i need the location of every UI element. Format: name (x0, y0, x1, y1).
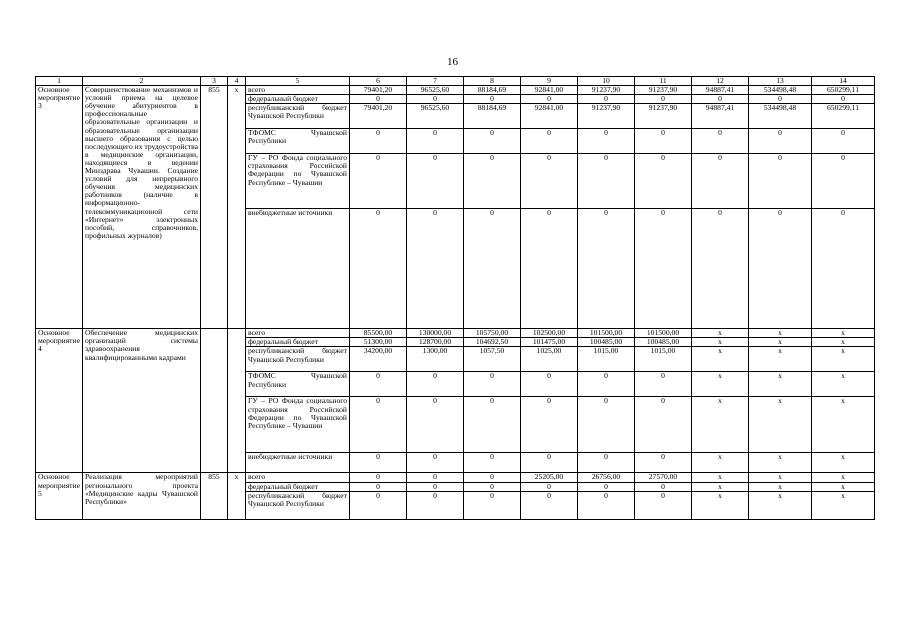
amount-cell: x (749, 473, 812, 482)
amount-cell: 0 (350, 453, 407, 473)
column-number: 7 (407, 77, 464, 86)
column-number: 13 (749, 77, 812, 86)
amount-cell: 79401,20 (350, 104, 407, 129)
amount-cell: 94887,41 (692, 86, 749, 95)
amount-cell: 0 (749, 154, 812, 209)
amount-cell: 105750,00 (464, 329, 521, 338)
amount-cell: 0 (812, 95, 875, 104)
amount-cell: 650299,11 (812, 104, 875, 129)
amount-cell: 0 (578, 129, 635, 154)
column-number: 1 (36, 77, 83, 86)
funding-source: всего (246, 473, 350, 482)
amount-cell: 1015,00 (578, 347, 635, 372)
funding-source: всего (246, 329, 350, 338)
amount-cell: 534498,48 (749, 86, 812, 95)
amount-cell: 101475,00 (521, 338, 578, 347)
funding-source: федеральный бюджет (246, 95, 350, 104)
amount-cell: 25205,00 (521, 473, 578, 482)
amount-cell: 0 (578, 491, 635, 519)
funding-source: республиканский бюджет Чувашской Республики (246, 491, 350, 519)
column-number: 14 (812, 77, 875, 86)
amount-cell: 0 (350, 129, 407, 154)
amount-cell: 34200,00 (350, 347, 407, 372)
amount-cell: 0 (635, 453, 692, 473)
funding-source: федеральный бюджет (246, 482, 350, 491)
grbs-code: 855 (201, 473, 228, 519)
amount-cell: 1300,00 (407, 347, 464, 372)
amount-cell: 51300,00 (350, 338, 407, 347)
amount-cell: 0 (464, 397, 521, 453)
amount-cell: x (749, 491, 812, 519)
measure-name: Реализация мероприятий регионального проекта «Медицинские кадры Чувашской Республики» (83, 473, 201, 519)
amount-cell: 0 (812, 154, 875, 209)
amount-cell: 91237,90 (635, 104, 692, 129)
amount-cell: 1015,00 (635, 347, 692, 372)
measure-label: Основное мероприятие 4 (36, 329, 83, 473)
amount-cell: 0 (521, 209, 578, 329)
amount-cell: 0 (812, 209, 875, 329)
amount-cell: 26756,00 (578, 473, 635, 482)
amount-cell: x (692, 491, 749, 519)
amount-cell: 0 (812, 129, 875, 154)
amount-cell: x (692, 397, 749, 453)
column-number: 9 (521, 77, 578, 86)
amount-cell: 96525,60 (407, 86, 464, 95)
amount-cell: x (812, 329, 875, 338)
funding-source: ГУ – РО Фонда социального страхования Российской Федерации по Чувашской Республике – Чувашии (246, 154, 350, 209)
amount-cell: 0 (749, 209, 812, 329)
amount-cell: 0 (578, 397, 635, 453)
column-number: 12 (692, 77, 749, 86)
amount-cell: 92841,00 (521, 104, 578, 129)
table-row (36, 473, 875, 482)
amount-cell: 534498,48 (749, 104, 812, 129)
column-number: 8 (464, 77, 521, 86)
amount-cell: 0 (635, 129, 692, 154)
amount-cell: x (749, 329, 812, 338)
amount-cell: 0 (521, 491, 578, 519)
amount-cell: 0 (407, 473, 464, 482)
measure-name: Обеспечение медицинских организаций системы здравоохранения квалифицированными кадрами (83, 329, 201, 473)
column-number: 3 (201, 77, 228, 86)
funding-source: внебюджетные источники (246, 453, 350, 473)
amount-cell: 0 (407, 129, 464, 154)
amount-cell: 0 (578, 209, 635, 329)
amount-cell: 0 (464, 491, 521, 519)
amount-cell: 0 (350, 491, 407, 519)
amount-cell: 0 (464, 154, 521, 209)
amount-cell: 128700,00 (407, 338, 464, 347)
column-number: 2 (83, 77, 201, 86)
amount-cell: x (812, 372, 875, 397)
amount-cell: x (812, 338, 875, 347)
column-number: 5 (246, 77, 350, 86)
funding-source: ТФОМС Чувашской Республики (246, 129, 350, 154)
amount-cell: x (692, 473, 749, 482)
amount-cell: x (749, 482, 812, 491)
amount-cell: 1025,00 (521, 347, 578, 372)
amount-cell: 0 (407, 482, 464, 491)
amount-cell: 0 (350, 473, 407, 482)
amount-cell: 88184,69 (464, 104, 521, 129)
amount-cell: 0 (749, 95, 812, 104)
amount-cell: 0 (464, 129, 521, 154)
amount-cell: 0 (464, 209, 521, 329)
amount-cell: 0 (521, 453, 578, 473)
amount-cell: 0 (407, 453, 464, 473)
amount-cell: 0 (521, 482, 578, 491)
amount-cell: 0 (578, 482, 635, 491)
funding-source: ГУ – РО Фонда социального страхования Российской Федерации по Чувашской Республике – Чувашии (246, 397, 350, 453)
amount-cell: 85500,00 (350, 329, 407, 338)
amount-cell: 0 (350, 482, 407, 491)
amount-cell: 650299,11 (812, 86, 875, 95)
amount-cell: 0 (464, 95, 521, 104)
grbs-code: 855 (201, 86, 228, 329)
amount-cell: 101500,00 (578, 329, 635, 338)
funding-table (35, 76, 875, 520)
amount-cell: 0 (692, 95, 749, 104)
amount-cell: 0 (350, 154, 407, 209)
column-number: 6 (350, 77, 407, 86)
rzpr-code: x (228, 473, 246, 519)
amount-cell: x (692, 372, 749, 397)
amount-cell: 0 (521, 154, 578, 209)
amount-cell: 0 (635, 95, 692, 104)
amount-cell: 0 (635, 491, 692, 519)
page-number: 16 (447, 56, 458, 68)
amount-cell: 0 (521, 95, 578, 104)
amount-cell: 0 (407, 372, 464, 397)
column-number: 4 (228, 77, 246, 86)
rzpr-code (228, 329, 246, 473)
amount-cell: 0 (692, 154, 749, 209)
amount-cell: 0 (635, 154, 692, 209)
amount-cell: x (812, 397, 875, 453)
measure-name: Совершенствование механизмов и условий приема на целевое обучение абитуриентов в профессиональные образовательные организации и образовательные организации высшего образования с целью последующего их трудоустройства в медицинские организации, находящиеся в ведении Минздрава Чувашии. Создание условий для непрерывного обучения медицинских работников (наличие в информационно-телекоммуникационной сети «Интернет» электронных пособий, справочников, профильных журналов) (83, 86, 201, 329)
amount-cell: 0 (635, 372, 692, 397)
amount-cell: 0 (578, 154, 635, 209)
amount-cell: 0 (407, 154, 464, 209)
amount-cell: 0 (749, 129, 812, 154)
funding-source: ТФОМС Чувашской Республики (246, 372, 350, 397)
amount-cell: 0 (635, 209, 692, 329)
amount-cell: 0 (635, 482, 692, 491)
amount-cell: x (692, 338, 749, 347)
amount-cell: 0 (407, 397, 464, 453)
amount-cell: 0 (578, 372, 635, 397)
amount-cell: 0 (692, 209, 749, 329)
grbs-code (201, 329, 228, 473)
amount-cell: 0 (350, 397, 407, 453)
column-number: 10 (578, 77, 635, 86)
amount-cell: 0 (407, 95, 464, 104)
column-number-row (36, 77, 875, 86)
amount-cell: 88184,69 (464, 86, 521, 95)
amount-cell: 0 (407, 491, 464, 519)
amount-cell: 0 (407, 209, 464, 329)
amount-cell: 91237,90 (578, 86, 635, 95)
amount-cell: x (749, 347, 812, 372)
table-row (36, 329, 875, 338)
amount-cell: 91237,90 (635, 86, 692, 95)
amount-cell: 96525,60 (407, 104, 464, 129)
funding-source: внебюджетные источники (246, 209, 350, 329)
amount-cell: x (692, 453, 749, 473)
amount-cell: x (812, 453, 875, 473)
amount-cell: x (749, 338, 812, 347)
amount-cell: x (692, 329, 749, 338)
funding-source: республиканский бюджет Чувашской Республики (246, 104, 350, 129)
amount-cell: x (812, 491, 875, 519)
amount-cell: x (812, 482, 875, 491)
amount-cell: 0 (521, 129, 578, 154)
amount-cell: 0 (350, 95, 407, 104)
amount-cell: 100485,00 (578, 338, 635, 347)
amount-cell: 27570,00 (635, 473, 692, 482)
amount-cell: 0 (464, 473, 521, 482)
amount-cell: 102500,00 (521, 329, 578, 338)
amount-cell: 0 (350, 209, 407, 329)
rzpr-code: x (228, 86, 246, 329)
amount-cell: x (749, 397, 812, 453)
amount-cell: 0 (464, 482, 521, 491)
funding-source: республиканский бюджет Чувашской Республики (246, 347, 350, 372)
amount-cell: x (812, 473, 875, 482)
funding-source: федеральный бюджет (246, 338, 350, 347)
amount-cell: x (812, 347, 875, 372)
amount-cell: 1057,50 (464, 347, 521, 372)
amount-cell: x (692, 347, 749, 372)
funding-source: всего (246, 86, 350, 95)
column-number: 11 (635, 77, 692, 86)
amount-cell: 101500,00 (635, 329, 692, 338)
table-row (36, 86, 875, 95)
amount-cell: 0 (464, 453, 521, 473)
amount-cell: 0 (464, 372, 521, 397)
amount-cell: x (749, 372, 812, 397)
amount-cell: 0 (350, 372, 407, 397)
amount-cell: x (692, 482, 749, 491)
amount-cell: 130000,00 (407, 329, 464, 338)
amount-cell: 0 (578, 453, 635, 473)
amount-cell: 0 (521, 372, 578, 397)
amount-cell: 91237,90 (578, 104, 635, 129)
amount-cell: 0 (635, 397, 692, 453)
amount-cell: x (749, 453, 812, 473)
measure-label: Основное мероприятие 3 (36, 86, 83, 329)
amount-cell: 0 (692, 129, 749, 154)
amount-cell: 0 (578, 95, 635, 104)
amount-cell: 0 (521, 397, 578, 453)
measure-label: Основное мероприятие 5 (36, 473, 83, 519)
amount-cell: 79401,20 (350, 86, 407, 95)
amount-cell: 104692,50 (464, 338, 521, 347)
amount-cell: 92841,00 (521, 86, 578, 95)
amount-cell: 100485,00 (635, 338, 692, 347)
amount-cell: 94887,41 (692, 104, 749, 129)
